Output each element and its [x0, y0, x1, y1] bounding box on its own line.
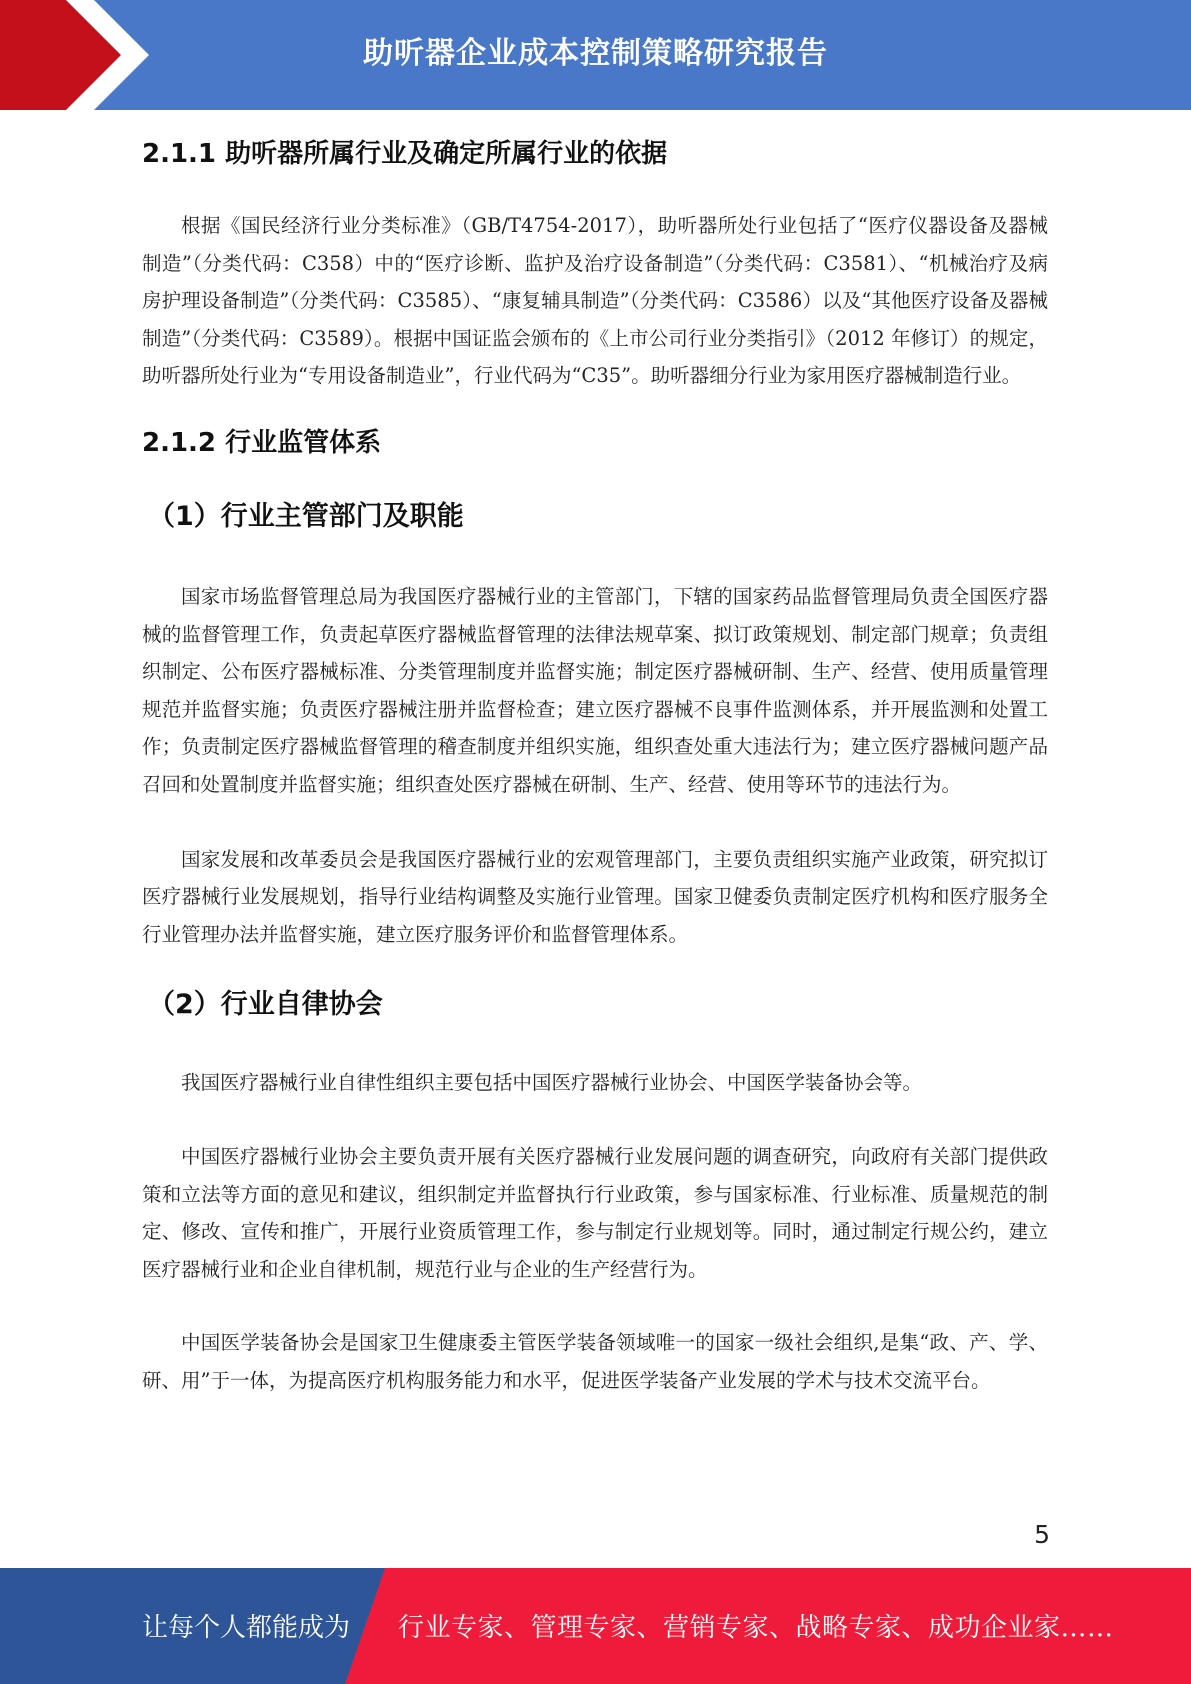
- report-title: 助听器企业成本控制策略研究报告: [363, 36, 828, 71]
- page-header: [0, 0, 1191, 110]
- paragraph-samr-duties: 国家市场监督管理总局为我国医疗器械行业的主管部门，下辖的国家药品监督管理局负责全国医疗器械的监督管理工作，负责起草医疗器械监督管理的法律法规草案、拟订政策规划、制定部门规章；负责组织制定、公布医疗器械标准、分类管理制度并监督实施；制定医疗器械研制、生产、经营、使用质量管理规范并监督实施；负责医疗器械注册并监督检查；建立医疗器械不良事件监测体系，并开展监测和处置工作；负责制定医疗器械监督管理的稽查制度并组织实施，组织查处重大违法行为；建立医疗器械问题产品召回和处置制度并监督实施；组织查处医疗器械在研制、生产、经营、使用等环节的违法行为。: [142, 584, 1048, 796]
- section-heading-2-1-1: 2.1.1 助听器所属行业及确定所属行业的依据: [142, 139, 668, 169]
- main-content: [142, 118, 1048, 1399]
- footer-slogan-left: 让每个人都能成为: [142, 1613, 351, 1643]
- subheading-associations: （2）行业自律协会: [148, 989, 383, 1021]
- section-heading-2-1-2: 2.1.2 行业监管体系: [142, 427, 382, 458]
- page-number: 5: [1034, 1520, 1050, 1549]
- paragraph-cmea-intro: 中国医学装备协会是国家卫生健康委主管医学装备领域唯一的国家一级社会组织,是集“政、产、学、研、用”于一体，为提高医疗机构服务能力和水平，促进医学装备产业发展的学术与技术交流平台。: [142, 1331, 1048, 1392]
- paragraph-industry-classification: 根据《国民经济行业分类标准》（GB/T4754-2017），助听器所处行业包括了“医疗仪器设备及器械制造”（分类代码：C358）中的“医疗诊断、监护及治疗设备制造”（分类代码：C3581）、“机械治疗及病房护理设备制造”（分类代码：C3585）、“康复辅具制造”（分类代码：C3586）以及“其他医疗设备及器械制造”（分类代码：C3589）。根据中国证监会颁布的《上市公司行业分类指引》（2012 年修订）的规定，助听器所处行业为“专用设备制造业”，行业代码为“C35”。助听器细分行业为家用医疗器械制造行业。: [142, 214, 1048, 388]
- paragraph-camdi-duties: 中国医疗器械行业协会主要负责开展有关医疗器械行业发展问题的调查研究，向政府有关部门提供政策和立法等方面的意见和建议，组织制定并监督执行行业政策，参与国家标准、行业标准、质量规范的制定、修改、宣传和推广，开展行业资质管理工作，参与制定行业规划等。同时，通过制定行规公约，建立医疗器械行业和企业自律机制，规范行业与企业的生产经营行为。: [142, 1144, 1048, 1281]
- page-footer: [0, 1568, 1191, 1684]
- paragraph-association-overview: 我国医疗器械行业自律性组织主要包括中国医疗器械行业协会、中国医学装备协会等。: [181, 1071, 923, 1095]
- subheading-regulators: （1）行业主管部门及职能: [148, 500, 464, 532]
- footer-slogan-right: 行业专家、管理专家、营销专家、战略专家、成功企业家……: [398, 1613, 1114, 1643]
- paragraph-ndrc-duties: 国家发展和改革委员会是我国医疗器械行业的宏观管理部门，主要负责组织实施产业政策，研究拟订医疗器械行业发展规划，指导行业结构调整及实施行业管理。国家卫健委负责制定医疗机构和医疗服务全行业管理办法并监督实施，建立医疗服务评价和监督管理体系。: [142, 847, 1048, 946]
